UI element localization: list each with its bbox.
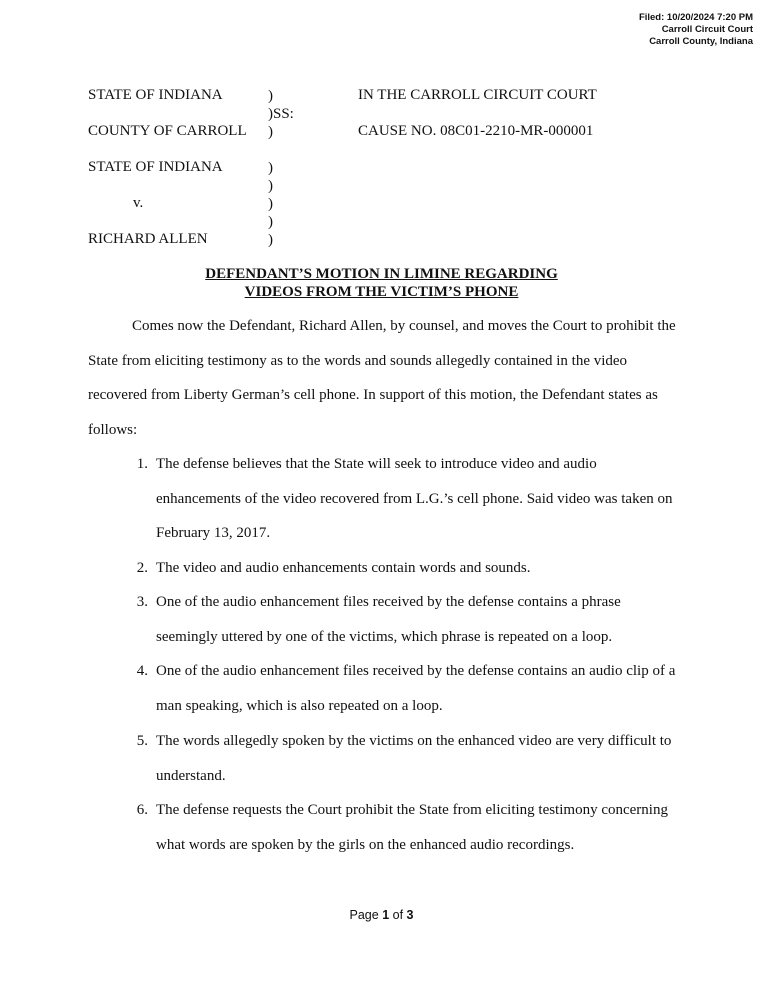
list-item-number: 1. [136, 456, 148, 472]
motion-title-line1: DEFENDANT’S MOTION IN LIMINE REGARDING [205, 266, 558, 282]
list-item [130, 585, 680, 654]
plaintiff-name: STATE OF INDIANA [88, 159, 223, 175]
caption-ss: )SS: [268, 106, 294, 122]
filed-county: Carroll County, Indiana [649, 36, 753, 47]
list-item [130, 724, 680, 793]
filing-stamp [639, 12, 753, 48]
list-item-number: 4. [136, 663, 148, 679]
motion-title-line2: VIDEOS FROM THE VICTIM’S PHONE [244, 284, 519, 300]
list-item-text: One of the audio enhancement files received by the defense contains a phrase seemingly uttered by one of the victims, which phrase is repeated on a loop. [156, 594, 621, 645]
cause-number: CAUSE NO. 08C01-2210-MR-000001 [358, 123, 594, 139]
caption-paren: ) [268, 214, 273, 230]
list-item [130, 654, 680, 723]
caption-paren: ) [268, 88, 273, 104]
list-item-text: The defense requests the Court prohibit the State from eliciting testimony concerning what words are spoken by the girls on the enhanced audio recordings. [156, 802, 668, 853]
caption-paren: ) [268, 196, 273, 212]
list-item-text: The video and audio enhancements contain words and sounds. [156, 560, 531, 576]
page-total: 3 [406, 908, 414, 922]
filed-court: Carroll Circuit Court [661, 24, 753, 35]
court-name: IN THE CARROLL CIRCUIT COURT [358, 87, 597, 103]
caption-paren: ) [268, 232, 273, 248]
list-item-number: 3. [136, 594, 148, 610]
versus-label: v. [133, 195, 144, 211]
page-word: Page [349, 908, 379, 922]
list-item [130, 551, 680, 586]
caption-state: STATE OF INDIANA [88, 87, 223, 103]
list-item-text: One of the audio enhancement files received by the defense contains an audio clip of a man speaking, which is also repeated on a loop. [156, 663, 676, 714]
list-item [130, 447, 680, 551]
page-number: 1 [382, 908, 390, 922]
intro-paragraph: Comes now the Defendant, Richard Allen, by counsel, and moves the Court to prohibit the State from eliciting testimony as to the words and sounds allegedly contained in the video recovered from Liberty German’s cell phone. In support of this motion, the Defendant states as follows: [88, 318, 676, 438]
page-footer [0, 908, 763, 922]
list-item-text: The words allegedly spoken by the victims on the enhanced video are very difficult to understand. [156, 733, 672, 784]
list-item-number: 5. [136, 733, 148, 749]
caption-paren: ) [268, 160, 273, 176]
list-item-number: 2. [136, 560, 148, 576]
defendant-name: RICHARD ALLEN [88, 231, 208, 247]
caption-paren: ) [268, 178, 273, 194]
list-item-text: The defense believes that the State will seek to introduce video and audio enhancements of the video recovered from L.G.’s cell phone. Said video was taken on February 13, 2017. [156, 456, 673, 541]
caption-paren: ) [268, 124, 273, 140]
list-item [130, 793, 680, 862]
filed-date: Filed: 10/20/2024 7:20 PM [638, 12, 753, 23]
caption-county: COUNTY OF CARROLL [88, 123, 247, 139]
list-item-number: 6. [136, 802, 148, 818]
of-word: of [392, 908, 404, 922]
